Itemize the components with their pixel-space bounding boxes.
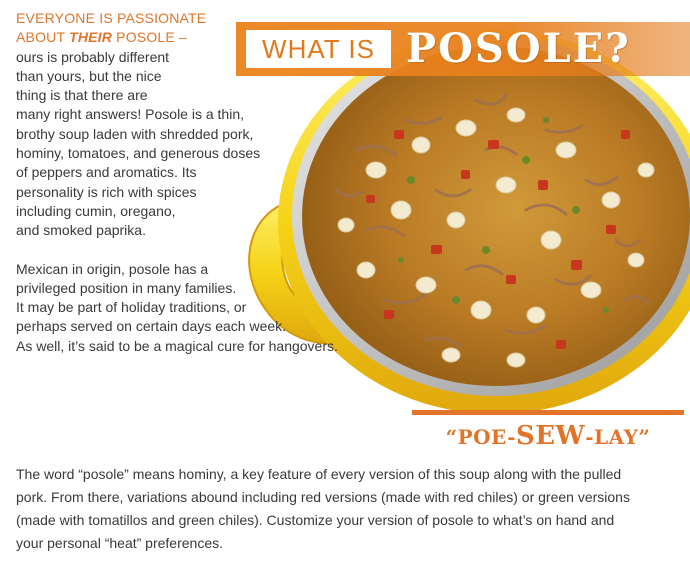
intro-paragraph-1 xyxy=(16,9,346,241)
pronunciation-close: -LAY” xyxy=(585,425,651,449)
intro-line: It may be part of holiday traditions, or xyxy=(16,299,247,316)
intro-line: As well, it’s said to be a magical cure for hangovers. xyxy=(16,337,338,354)
intro-line: ours is probably different xyxy=(16,48,170,65)
intro-line: perhaps served on certain days each week. xyxy=(16,318,287,335)
pronunciation-open: “POE- xyxy=(445,425,516,449)
intro-line: and smoked paprika. xyxy=(16,222,146,239)
pronunciation-rule xyxy=(412,410,684,415)
intro-line: hominy, tomatoes, and generous doses xyxy=(16,145,261,162)
intro-line: including cumin, oregano, xyxy=(16,202,176,219)
pronunciation xyxy=(412,421,684,451)
intro-line: personality is rich with spices xyxy=(16,183,197,200)
bottom-line: The word “posole” means hominy, a key feature of every version of this soup along with the pulled xyxy=(16,466,622,482)
intro-line: than yours, but the nice xyxy=(16,67,162,84)
title-what-is: WHAT IS xyxy=(262,33,375,64)
bottom-paragraph xyxy=(16,463,690,555)
title-posole: POSOLE? xyxy=(406,25,631,72)
intro-line: many right answers! Posole is a thin, xyxy=(16,106,244,123)
headline-line-1: EVERYONE IS PASSIONATE xyxy=(16,10,207,26)
headline-their: THEIR xyxy=(69,29,113,46)
bottom-line: (made with tomatillos and green chiles). Customize your version of posole to what’s on hand and xyxy=(16,512,615,528)
broth xyxy=(302,46,690,386)
headline-tail: POSOLE – xyxy=(116,29,188,46)
intro-line: Mexican in origin, posole has a xyxy=(16,260,209,277)
intro-paragraph-2 xyxy=(16,260,346,356)
bottom-line: your personal “heat” preferences. xyxy=(16,535,223,551)
pronunciation-sew: SEW xyxy=(515,421,586,451)
intro-line: of peppers and aromatics. Its xyxy=(16,164,197,181)
bottom-line: pork. From there, variations abound including red versions (made with red chiles) or green versions xyxy=(16,489,630,505)
headline-about: ABOUT xyxy=(16,29,65,46)
intro-line: brothy soup laden with shredded pork, xyxy=(16,125,254,142)
intro-line: thing is that there are xyxy=(16,87,148,104)
intro-text xyxy=(16,9,346,356)
intro-line: privileged position in many families. xyxy=(16,279,237,296)
headline-line-2 xyxy=(16,28,346,47)
